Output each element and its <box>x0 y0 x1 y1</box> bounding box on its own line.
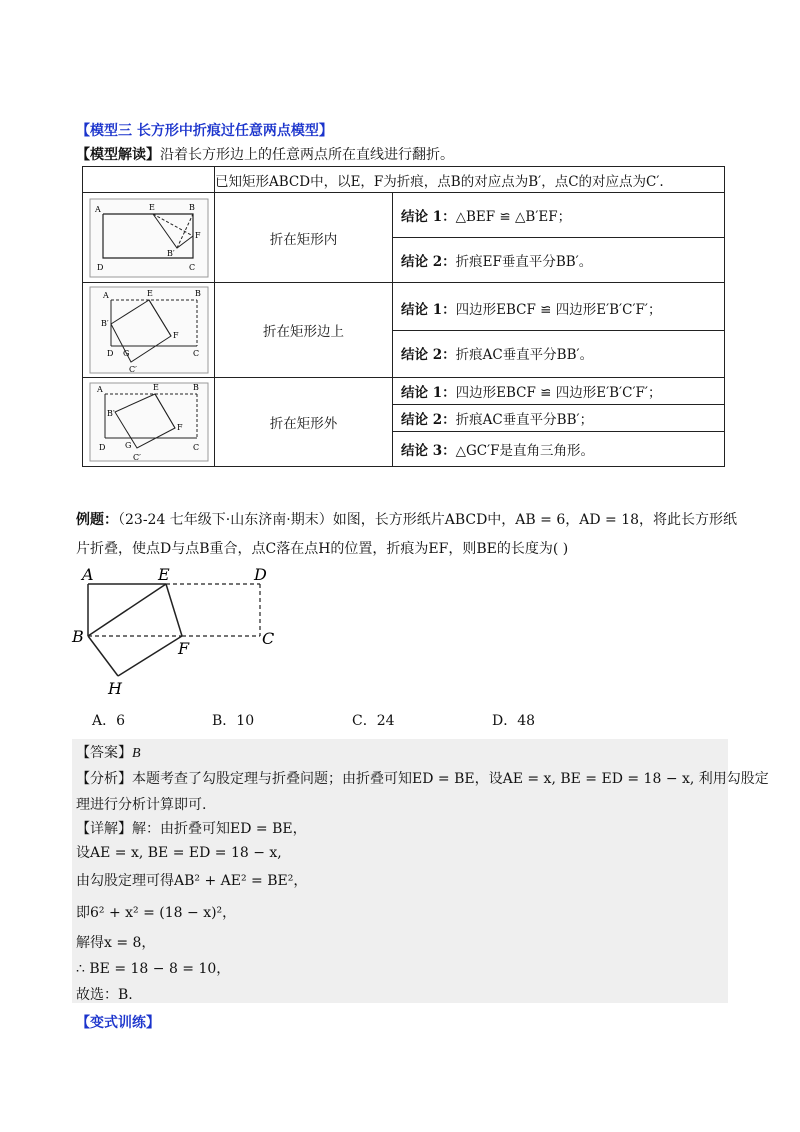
option-d: D．48 <box>492 713 536 729</box>
conclusion-row: 结论 2： 折痕AC垂直平分BB′； <box>393 404 724 431</box>
analysis-line-2: 理进行分析计算即可. <box>76 797 207 813</box>
label-A: A <box>82 565 94 584</box>
svg-text:B′: B′ <box>100 319 109 328</box>
svg-text:C′: C′ <box>128 365 137 374</box>
svg-text:D: D <box>96 262 103 272</box>
analysis-label: 【分析】 <box>76 771 132 787</box>
model-intro <box>76 144 454 164</box>
svg-text:B: B <box>194 289 201 298</box>
detail-label: 【详解】 <box>76 821 132 837</box>
svg-text:C: C <box>188 262 195 272</box>
label-F: F <box>178 639 190 658</box>
option-a: A．6 <box>92 713 126 729</box>
label-H: H <box>108 679 122 698</box>
model-intro-label: 【模型解读】 <box>76 147 160 163</box>
detail-line-2: 设AE = x, BE = ED = 18 − x, <box>76 845 282 861</box>
svg-text:G: G <box>124 441 131 450</box>
analysis-line-1: 【分析】本题考查了勾股定理与折叠问题；由折叠可知ED = BE，设AE = x, BE = ED = 18 − x, 利用勾股定 <box>76 771 769 787</box>
svg-text:E: E <box>146 289 153 298</box>
example-label: 例题： <box>76 512 118 528</box>
fold-outside-figure <box>89 382 209 462</box>
svg-text:B′: B′ <box>106 409 115 418</box>
section-title: 【模型三 长方形中折痕过任意两点模型】 <box>76 123 333 139</box>
conclusion-row: 结论 1： 四边形EBCF ≌ 四边形E′B′C′F′； <box>401 385 662 401</box>
conclusion-row: 结论 2： 折痕AC垂直平分BB′。 <box>393 330 724 375</box>
svg-text:E: E <box>148 202 155 212</box>
answer-line <box>76 742 141 762</box>
option-c: C．24 <box>352 713 395 729</box>
svg-text:C: C <box>192 349 199 358</box>
svg-text:C′: C′ <box>132 453 141 462</box>
table-header: 已知矩形ABCD中，以E，F为折痕，点B的对应点为B′，点C的对应点为C′. <box>215 167 725 193</box>
model-intro-text: 沿着长方形边上的任意两点所在直线进行翻折。 <box>160 147 454 163</box>
conclusion-row: 结论 3： △GC′F是直角三角形。 <box>393 431 724 466</box>
case-outside: 折在矩形外 <box>215 378 393 467</box>
svg-text:G: G <box>122 349 129 358</box>
case-inside: 折在矩形内 <box>215 193 393 283</box>
conclusion-row: 结论 1： △BEF ≌ △B′EF； <box>401 209 572 225</box>
svg-text:C: C <box>192 443 199 452</box>
svg-text:A: A <box>96 385 103 394</box>
example-line-1: 例题：（23-24 七年级下·山东济南·期末）如图，长方形纸片ABCD中，AB = 6，AD = 18，将此长方形纸 <box>76 512 738 528</box>
label-C: C <box>262 629 275 648</box>
conclusion-row: 结论 1： 四边形EBCF ≌ 四边形E′B′C′F′； <box>401 301 662 318</box>
detail-line-3: 由勾股定理可得AB² + AE² = BE²， <box>76 873 308 889</box>
svg-text:F: F <box>194 230 201 240</box>
svg-text:E: E <box>152 383 159 392</box>
detail-line-1: 【详解】解：由折叠可知ED = BE， <box>76 821 307 837</box>
figure-cell-edge <box>83 283 215 378</box>
case-edge: 折在矩形边上 <box>215 283 393 378</box>
model-table <box>82 166 725 467</box>
detail-line-7: 故选：B. <box>76 987 133 1003</box>
svg-text:F: F <box>176 423 183 432</box>
example-line-2: 片折叠，使点D与点B重合，点C落在点H的位置，折痕为EF，则BE的长度为( ) <box>76 541 569 557</box>
option-b: B．10 <box>212 713 255 729</box>
fold-edge-figure <box>89 286 209 374</box>
svg-text:F: F <box>172 331 179 340</box>
svg-text:A: A <box>102 291 109 300</box>
svg-text:A: A <box>94 204 101 214</box>
svg-text:D: D <box>98 443 105 452</box>
label-E: E <box>158 565 170 584</box>
label-B: B <box>72 627 84 646</box>
figure-cell-outside <box>83 378 215 467</box>
svg-text:B′: B′ <box>166 248 175 258</box>
svg-text:D: D <box>106 349 113 358</box>
detail-line-4: 即6² + x² = (18 − x)²， <box>76 905 237 921</box>
detail-line-5: 解得x = 8， <box>76 935 156 951</box>
figure-cell-inside <box>83 193 215 283</box>
example-figure <box>66 562 286 700</box>
svg-text:B: B <box>192 383 199 392</box>
fold-inside-figure <box>89 198 209 278</box>
detail-line-6: ∴ BE = 18 − 8 = 10， <box>76 961 231 977</box>
answer-label: 【答案】 <box>76 745 132 761</box>
answer-value: B <box>132 746 141 761</box>
label-D: D <box>254 565 267 584</box>
svg-text:B: B <box>188 202 195 212</box>
variant-heading: 【变式训练】 <box>76 1015 160 1031</box>
conclusion-row: 结论 2： 折痕EF垂直平分BB′。 <box>393 237 724 282</box>
